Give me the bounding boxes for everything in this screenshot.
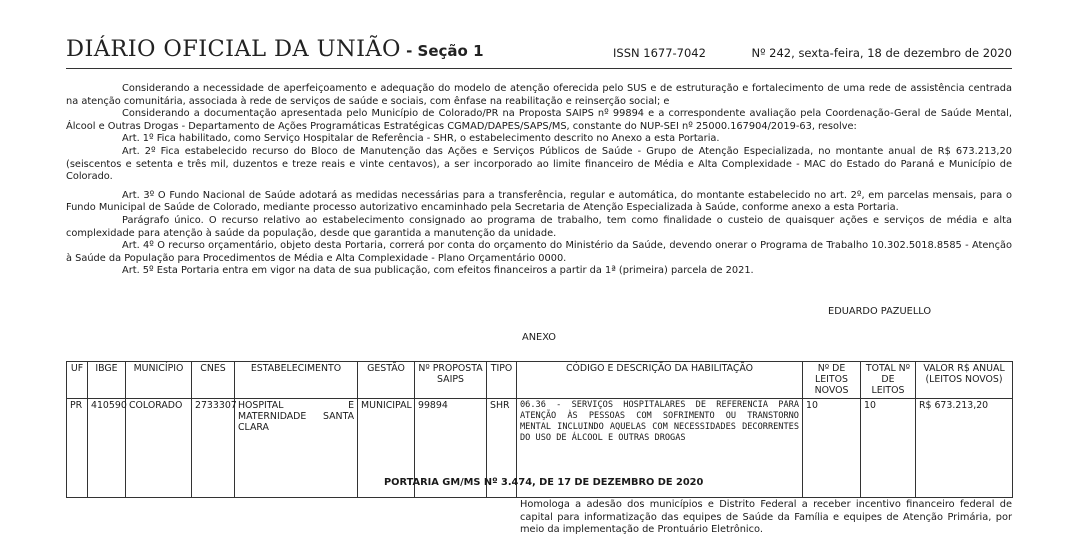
cell-ibge: 410590	[88, 399, 126, 498]
header-ibge: IBGE	[88, 362, 126, 399]
header-uf: UF	[67, 362, 88, 399]
header-proposta: Nº PROPOSTA SAIPS	[415, 362, 487, 399]
annex-title: ANEXO	[522, 332, 557, 343]
portaria-ementa: Homologa a adesão dos municípios e Distrito Federal a receber incentivo financeiro federal de capital para informatização das equipes de Saúde da Família e equipes de Atenção Primária, por meio da implementação de Prontuário Eletrônico.	[520, 499, 1012, 536]
paragraph-art-5: Art. 5º Esta Portaria entra em vigor na data de sua publicação, com efeitos financeiros a partir da 1ª (primeira) parcela de 2021.	[122, 265, 754, 277]
cell-leitos-novos: 10	[803, 399, 861, 498]
cell-valor-anual: R$ 673.213,20	[916, 399, 1013, 498]
section-label: - Seção 1	[400, 42, 484, 60]
paragraph-art-4: Art. 4º O recurso orçamentário, objeto desta Portaria, correrá por conta do orçamento do Ministério da Saúde, devendo onerar o Programa de Trabalho 10.302.5018.8585 - Atenção à Saúde da População para Procedimentos de Média e Alta Complexidade - Plano Orçamentário 0000.	[66, 240, 1012, 264]
cell-proposta: 99894	[415, 399, 487, 498]
header-cnes: CNES	[192, 362, 235, 399]
header-habilitacao: CÓDIGO E DESCRIÇÃO DA HABILITAÇÃO	[517, 362, 803, 399]
cell-total-leitos: 10	[861, 399, 916, 498]
header-leitos-novos: Nº DE LEITOS NOVOS	[803, 362, 861, 399]
title-text: DIÁRIO OFICIAL DA UNIÃO	[66, 36, 401, 62]
paragraph-art-1: Art. 1º Fica habilitado, como Serviço Hospitalar de Referência - SHR, o estabelecimento descrito no Anexo a esta Portaria.	[122, 133, 720, 145]
header-total-leitos: TOTAL Nº DE LEITOS	[861, 362, 916, 399]
portaria-heading: PORTARIA GM/MS Nº 3.474, DE 17 DE DEZEMBRO DE 2020	[384, 477, 704, 488]
paragraph-art-2: Art. 2º Fica estabelecido recurso do Bloco de Manutenção das Ações e Serviços Públicos de Saúde - Grupo de Atenção Especializada, no montante anual de R$ 673.213,20 (seiscentos e setenta e três mil, duzentos e treze reais e vinte centavos), a ser incorporado ao limite financeiro de Média e Alta Complexidade - MAC do Estado do Paraná e Município de Colorado.	[66, 145, 1012, 183]
paragraph-considerando-1: Considerando a necessidade de aperfeiçoamento e adequação do modelo de atenção oferecida pelo SUS e de estruturação e fortalecimento de uma rede de assistência centrada na atenção comunitária, associada à rede de serviços de saúde e sociais, com ênfase na reabilitação e reinserção social; e	[66, 83, 1012, 107]
header-gestao: GESTÃO	[358, 362, 415, 399]
paragraph-unico: Parágrafo único. O recurso relativo ao estabelecimento consignado ao programa de trabalho, tem como finalidade o custeio de quaisquer ações e serviços de média e alta complexidade para atenção à saúde da população, desde que garantida a manutenção da unidade.	[66, 214, 1012, 239]
cell-tipo: SHR	[487, 399, 517, 498]
edition-label: Nº 242, sexta-feira, 18 de dezembro de 2020	[751, 46, 1012, 60]
newspaper-title	[66, 36, 484, 62]
paragraph-considerando-2: Considerando a documentação apresentada pelo Município de Colorado/PR na Proposta SAIPS nº 99894 e a correspondente avaliação pela Coordenação-Geral de Saúde Mental, Álcool e Outras Drogas - Departamento de Ações Programáticas Estratégicas CGMAD/DAPES/SAPS/MS, constante do NUP-SEI nº 25000.167904/2019-63, resolve:	[66, 108, 1012, 132]
header-rule	[66, 68, 1012, 69]
cell-uf: PR	[67, 399, 88, 498]
header-valor-anual: VALOR R$ ANUAL (LEITOS NOVOS)	[916, 362, 1013, 399]
signature-name: EDUARDO PAZUELLO	[828, 306, 932, 317]
portaria-body	[66, 83, 1012, 278]
cell-estabelecimento: HOSPITAL E MATERNIDADE SANTA CLARA	[235, 399, 358, 498]
table-header-row	[67, 362, 1013, 399]
paragraph-art-3: Art. 3º O Fundo Nacional de Saúde adotará as medidas necessárias para a transferência, regular e automática, do montante estabelecido no art. 2º, em parcelas mensais, para o Fundo Municipal de Saúde de Colorado, mediante processo autorizativo encaminhado pela Secretaria de Atenção Especializada à Saúde, conforme anexo a esta Portaria.	[66, 189, 1012, 214]
cell-habilitacao: 06.36 - SERVIÇOS HOSPITALARES DE REFERENCIA PARA ATENÇÃO ÀS PESSOAS COM SOFRIMENTO OU TRANSTORNO MENTAL INCLUINDO AQUELAS COM NECESSIDADES DECORRENTES DO USO DE ÁLCOOL E OUTRAS DROGAS	[517, 399, 803, 498]
issn-label: ISSN 1677-7042	[613, 46, 706, 60]
header-municipio: MUNICÍPIO	[126, 362, 192, 399]
page-header	[66, 36, 1012, 66]
header-tipo: TIPO	[487, 362, 517, 399]
header-estabelecimento: ESTABELECIMENTO	[235, 362, 358, 399]
cell-cnes: 2733307	[192, 399, 235, 498]
cell-gestao: MUNICIPAL	[358, 399, 415, 498]
cell-municipio: COLORADO	[126, 399, 192, 498]
